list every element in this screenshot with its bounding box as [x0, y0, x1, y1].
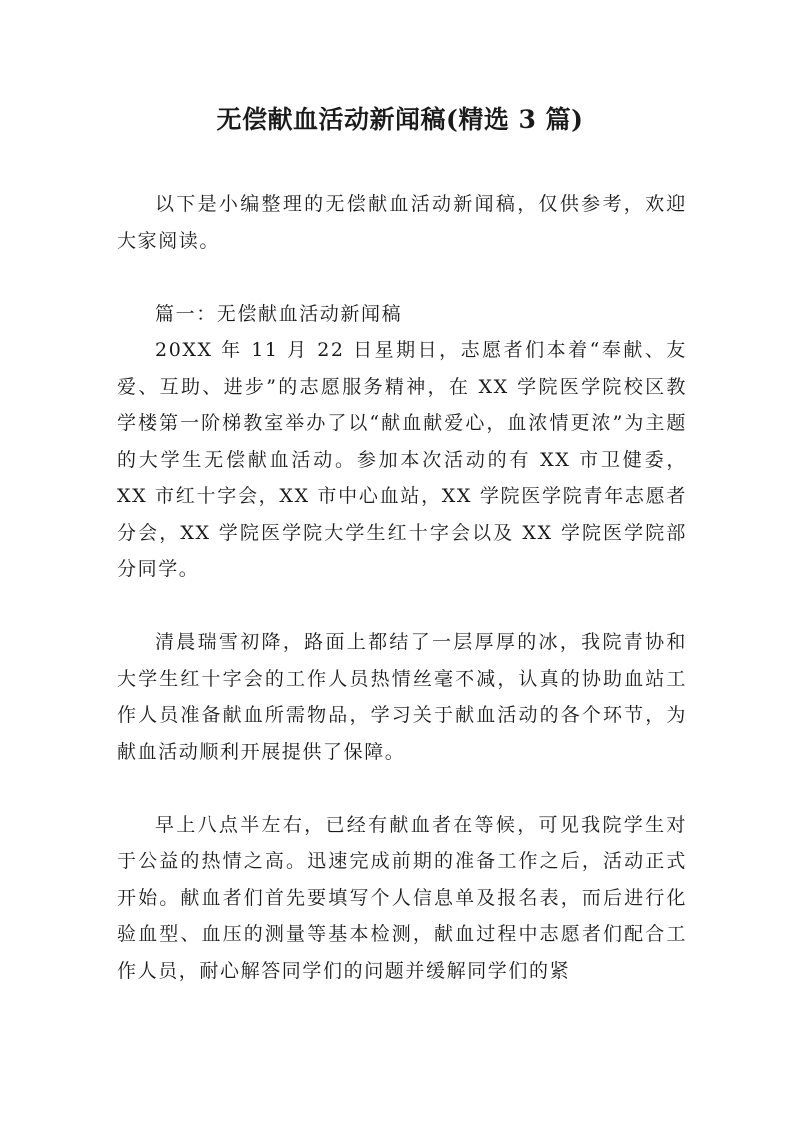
paragraph-spacer: [117, 770, 687, 807]
section-heading: 篇一：无偿献血活动新闻稿: [155, 302, 403, 325]
body-paragraph-2: 清晨瑞雪初降，路面上都结了一层厚厚的冰，我院青协和大学生红十字会的工作人员热情丝毫不减，认真的协助血站工作人员准备献血所需物品，学习关于献血活动的各个环节，为献血活动顺利开展提供了保障。: [117, 631, 687, 763]
document-title: 无偿献血活动新闻稿(精选 3 篇): [216, 105, 584, 134]
body-paragraph-3: 早上八点半左右，已经有献血者在等候，可见我院学生对于公益的热情之高。迅速完成前期的准备工作之后，活动正式开始。献血者们首先要填写个人信息单及报名表，而后进行化验血型、血压的测量等基本检测，献血过程中志愿者们配合工作人员，耐心解答同学们的问题并缓解同学们的紧: [117, 813, 687, 982]
document-body: [117, 186, 687, 989]
paragraph-spacer: [117, 259, 687, 296]
body-paragraph-1: 20XX 年 11 月 22 日星期日，志愿者们本着“奉献、友爱、互助、进步”的志愿服务精神，在 XX 学院医学院校区教学楼第一阶梯教室举办了以“献血献爱心，血浓情更浓”为主题的大学生无偿献血活动。参加本次活动的有 XX 市卫健委，XX 市红十字会，XX 市中心血站，XX 学院医学院青年志愿者分会，XX 学院医学院大学生红十字会以及 XX 学院医学院部分同学。: [117, 339, 687, 580]
intro-paragraph: 以下是小编整理的无偿献血活动新闻稿，仅供参考，欢迎大家阅读。: [117, 193, 687, 252]
paragraph-spacer: [117, 588, 687, 625]
